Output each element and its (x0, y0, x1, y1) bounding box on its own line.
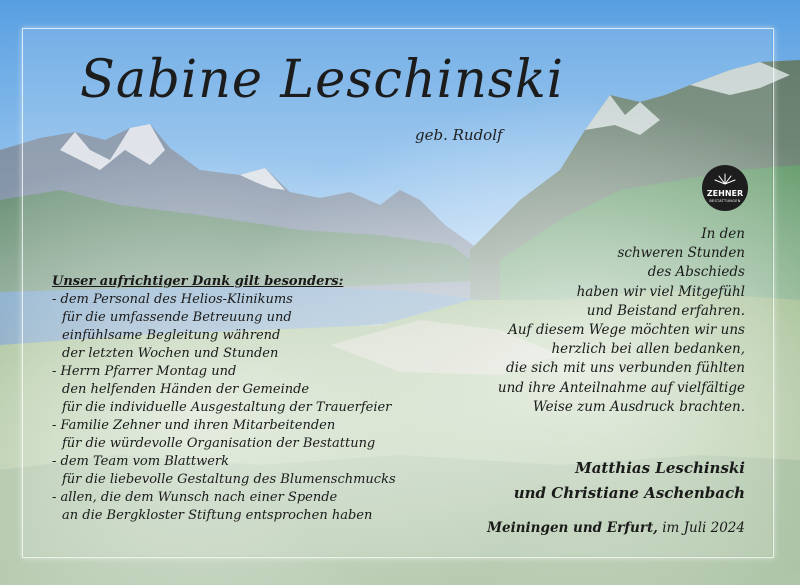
message-line: schweren Stunden (617, 245, 745, 262)
logo-tagline: BESTATTUNGEN (709, 199, 741, 203)
message-line: und ihre Anteilnahme auf vielfältige (497, 379, 745, 396)
message-line: In den (701, 226, 745, 242)
thanks-line: für die liebevolle Gestaltung des Blumenschmucks (62, 472, 396, 487)
thanks-line: - dem Team vom Blattwerk (52, 454, 230, 469)
condolence-message (385, 225, 745, 417)
thanks-line: der letzten Wochen und Stunden (62, 346, 279, 361)
thanks-line: - dem Personal des Helios-Klinikums (52, 292, 293, 307)
thanks-heading: Unser aufrichtiger Dank gilt besonders: (52, 274, 344, 289)
place-and-date (385, 520, 745, 536)
thanks-line: einfühlsame Begleitung während (62, 328, 281, 343)
maiden-name: geb. Rudolf (415, 126, 503, 144)
thanks-line: - Herrn Pfarrer Montag und (52, 364, 237, 379)
funeral-home-logo-icon (702, 165, 748, 211)
signer-name: Matthias Leschinski (575, 459, 745, 477)
message-line: haben wir viel Mitgefühl (576, 283, 745, 300)
thanks-list (52, 273, 432, 525)
signer-name: und Christiane Aschenbach (513, 484, 745, 502)
deceased-name: Sabine Leschinski (80, 50, 565, 110)
message-line: herzlich bei allen bedanken, (551, 341, 745, 358)
message-line: die sich mit uns verbunden fühlten (505, 360, 745, 377)
message-line: und Beistand erfahren. (586, 302, 745, 319)
thanks-line: - Familie Zehner und ihren Mitarbeitenden (52, 418, 336, 433)
sun-rays-icon (702, 165, 748, 211)
thanks-line: - allen, die dem Wunsch nach einer Spende (52, 490, 338, 505)
message-line: des Abschieds (647, 264, 745, 281)
logo-name: ZEHNER (706, 189, 744, 198)
message-line: Weise zum Ausdruck brachten. (532, 398, 745, 415)
thanks-line: für die individuelle Ausgestaltung der Trauerfeier (62, 400, 392, 415)
signers (405, 456, 745, 506)
message-line: Auf diesem Wege möchten wir uns (508, 322, 745, 339)
thanks-line: für die würdevolle Organisation der Bestattung (62, 436, 376, 451)
thanks-line: den helfenden Händen der Gemeinde (62, 382, 310, 397)
place: Meiningen und Erfurt, (487, 520, 658, 536)
thanks-line: für die umfassende Betreuung und (62, 310, 292, 325)
date: im Juli 2024 (662, 520, 745, 536)
thanks-line: an die Bergkloster Stiftung entsprochen haben (62, 508, 373, 523)
